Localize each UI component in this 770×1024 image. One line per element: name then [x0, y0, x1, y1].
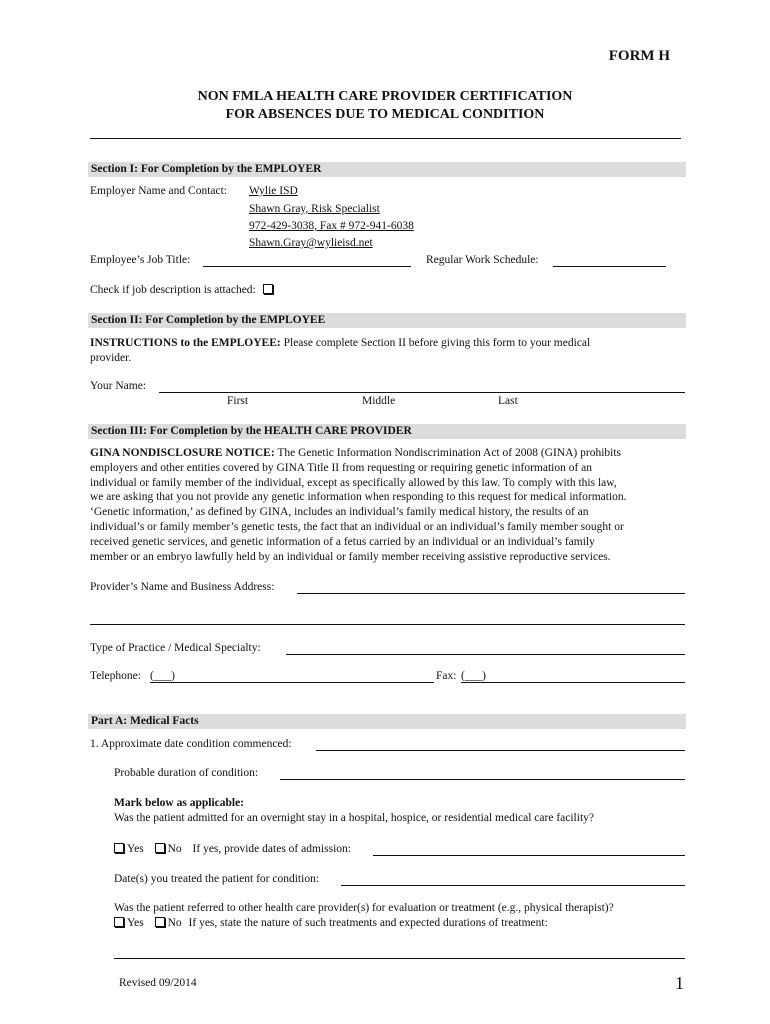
- job-desc-checkbox[interactable]: [263, 284, 273, 294]
- employer-label: Employer Name and Contact:: [90, 185, 228, 197]
- employer-email: Shawn.Gray@wylieisd.net: [249, 237, 373, 249]
- overnight-no-checkbox[interactable]: [155, 843, 165, 853]
- instructions-text: Please complete Section II before giving this form to your medical: [280, 337, 591, 349]
- mark-applicable-label: Mark below as applicable:: [114, 797, 245, 809]
- provider-field-line2[interactable]: [90, 612, 685, 625]
- fax-label: Fax:: [436, 670, 457, 682]
- gina-line-1: employers and other entities covered by GINA Title II from requesting or requiring genetic information of an: [90, 461, 593, 474]
- schedule-label: Regular Work Schedule:: [426, 254, 539, 266]
- admission-dates-field[interactable]: [373, 843, 685, 856]
- instructions-text2: provider.: [90, 351, 132, 364]
- section1-heading: Section I: For Completion by the EMPLOYER: [88, 162, 686, 177]
- overnight-no-label: No: [167, 843, 182, 855]
- first-label: First: [227, 395, 249, 407]
- fax-area-code: (___): [461, 670, 486, 682]
- schedule-field[interactable]: [553, 254, 666, 267]
- gina-notice: [90, 446, 690, 564]
- employee-instructions: [90, 336, 686, 366]
- employer-contact: Shawn Gray, Risk Specialist: [249, 203, 380, 215]
- overnight-options: [114, 843, 351, 855]
- overnight-yes-checkbox[interactable]: [114, 843, 124, 853]
- treated-label: Date(s) you treated the patient for condition:: [114, 873, 320, 885]
- telephone-label: Telephone:: [90, 670, 141, 682]
- page-number: 1: [675, 973, 684, 993]
- referred-details-field[interactable]: [114, 946, 685, 959]
- date-commenced-field[interactable]: [316, 738, 685, 751]
- form-title-line1: NON FMLA HEALTH CARE PROVIDER CERTIFICATION: [197, 89, 573, 104]
- duration-field[interactable]: [280, 767, 685, 780]
- referred-question: Was the patient referred to other health care provider(s) for evaluation or treatment (e.g., physical therapist)?: [114, 902, 614, 914]
- section2-heading: Section II: For Completion by the EMPLOYEE: [88, 313, 686, 328]
- practice-field[interactable]: [286, 642, 685, 655]
- gina-line-4: ‘Genetic information,’ as defined by GINA, includes an individual’s family medical history, the results of an: [90, 506, 589, 519]
- form-code: FORM H: [608, 48, 670, 64]
- name-field[interactable]: [159, 380, 685, 393]
- job-desc-row: [90, 284, 276, 296]
- form-title-line2: FOR ABSENCES DUE TO MEDICAL CONDITION: [225, 107, 545, 122]
- overnight-yes-label: Yes: [127, 843, 144, 855]
- gina-bold: GINA NONDISCLOSURE NOTICE:: [90, 447, 275, 459]
- job-title-field[interactable]: [203, 254, 411, 267]
- gina-line-0: The Genetic Information Nondiscrimination Act of 2008 (GINA) prohibits: [274, 447, 622, 459]
- gina-line-2: individual or family member of the individual, except as specifically allowed by this law. To comply with this law,: [90, 476, 617, 489]
- duration-label: Probable duration of condition:: [114, 767, 259, 779]
- referred-followup: If yes, state the nature of such treatments and expected durations of treatment:: [188, 917, 548, 929]
- revised-date: Revised 09/2014: [119, 977, 197, 989]
- partA-heading: Part A: Medical Facts: [88, 714, 686, 729]
- job-title-label: Employee’s Job Title:: [90, 254, 191, 266]
- fax-field[interactable]: [461, 670, 685, 683]
- practice-label: Type of Practice / Medical Specialty:: [90, 642, 261, 654]
- referred-yes-label: Yes: [127, 917, 144, 929]
- gina-line-3: we are asking that you not provide any genetic information when responding to this request for medical information.: [90, 491, 627, 504]
- telephone-field[interactable]: [150, 670, 434, 683]
- section3-heading: Section III: For Completion by the HEALTH CARE PROVIDER: [88, 424, 686, 439]
- referred-options: [114, 917, 548, 929]
- admission-label: If yes, provide dates of admission:: [192, 843, 351, 855]
- employer-name: Wylie ISD: [249, 185, 298, 197]
- referred-no-label: No: [167, 917, 182, 929]
- employer-phone: 972-429-3038, Fax # 972-941-6038: [249, 220, 414, 232]
- name-label: Your Name:: [90, 380, 147, 392]
- title-rule: [90, 138, 681, 139]
- last-label: Last: [498, 395, 518, 407]
- middle-label: Middle: [362, 395, 396, 407]
- treated-dates-field[interactable]: [341, 873, 685, 886]
- overnight-question: Was the patient admitted for an overnight stay in a hospital, hospice, or residential medical care facility?: [114, 812, 594, 824]
- date-commenced-label: 1. Approximate date condition commenced:: [90, 738, 292, 750]
- job-desc-label: Check if job description is attached:: [90, 284, 256, 296]
- referred-yes-checkbox[interactable]: [114, 917, 124, 927]
- gina-line-7: member or an embryo lawfully held by an individual or family member receiving assistive reproductive services.: [90, 550, 611, 563]
- instructions-bold: INSTRUCTIONS to the EMPLOYEE:: [90, 337, 281, 349]
- provider-label: Provider’s Name and Business Address:: [90, 581, 275, 593]
- referred-no-checkbox[interactable]: [155, 917, 165, 927]
- provider-field[interactable]: [297, 581, 685, 594]
- telephone-area-code: (___): [150, 670, 175, 682]
- gina-line-5: individual’s or family member’s genetic tests, the fact that an individual or an individual’s family member sought or: [90, 520, 624, 533]
- gina-line-6: received genetic services, and genetic information of a fetus carried by an individual or an individual’s family: [90, 535, 595, 548]
